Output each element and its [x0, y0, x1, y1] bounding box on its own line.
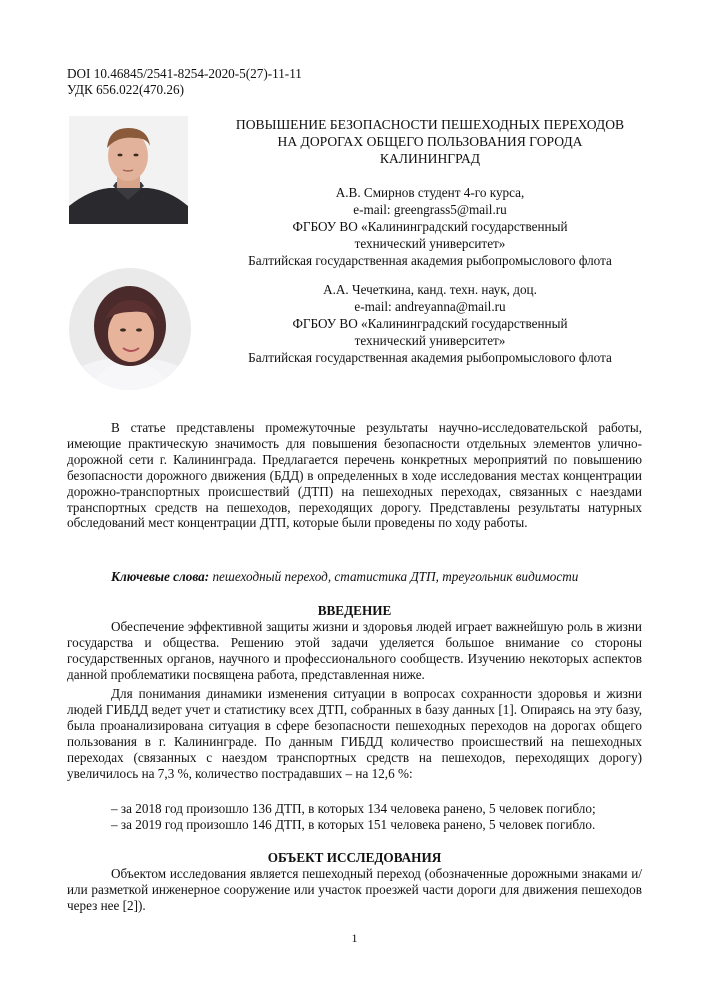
- author2-block: [212, 281, 648, 366]
- list-item-2019: – за 2019 год произошло 146 ДТП, в которых 151 человека ранено, 5 человек погибло.: [111, 817, 596, 832]
- page-number: 1: [351, 931, 358, 945]
- author1-email: e-mail: greengrass5@mail.ru: [353, 202, 507, 217]
- keywords: [67, 569, 642, 585]
- author1-block: [212, 184, 648, 269]
- keywords-label: Ключевые слова:: [111, 569, 210, 584]
- list-item-2018: – за 2018 год произошло 136 ДТП, в которых 134 человека ранено, 5 человек погибло;: [111, 801, 596, 816]
- author1-org-2: технический университет»: [354, 236, 506, 251]
- author2-email: e-mail: andreyanna@mail.ru: [354, 299, 506, 314]
- keywords-text: пешеходный переход, статистика ДТП, треугольник видимости: [212, 569, 579, 584]
- author2-name: А.А. Чечеткина, канд. техн. наук, доц.: [323, 282, 537, 297]
- udk: УДК 656.022(470.26): [67, 82, 184, 97]
- author2-org-2: технический университет»: [354, 333, 506, 348]
- author1-photo: [69, 116, 188, 224]
- author1-name: А.В. Смирнов студент 4-го курса,: [335, 185, 525, 200]
- object-paragraph-1: Объектом исследования является пешеходный переход (обозначенные дорожными знаками и/или разметкой инженерное сооружение или участок проезжей части дороги для движения пешеходов через нее [2]).: [67, 866, 642, 913]
- abstract: В статье представлены промежуточные результаты научно-исследовательской работы, имеющие практическую значимость для повышения безопасности отдельных элементов улично-дорожной сети г. Калининграда. Предлагается перечень конкретных мероприятий по повышению безопасности дорожного движения (БДД) в определенных в ходе исследования местах концентрации дорожно-транспортных происшествий (ДТП) на пешеходных переходах, связанных с наездами транспортных средств на пешеходов, переходящих дорогу. Представлены результаты натурных обследований мест концентрации ДТП, которые были проведены по ходу работы.: [67, 420, 642, 531]
- author1-org-1: ФГБОУ ВО «Калининградский государственный: [292, 219, 568, 234]
- intro-paragraph-2: Для понимания динамики изменения ситуации в вопросах сохранности здоровья и жизни людей ГИБДД ведет учет и статистику всех ДТП, собранных в базу данных [1]. Опираясь на эту базу, была проанализирована ситуация в сфере безопасности пешеходных переходов на дорогах общего пользования в г. Калининграде. По данным ГИБДД количество происшествий на пешеходных переходах (связанных с наездом транспортных средств на пешеходов, переходящих дорогу) увеличилось на 7,3 %, количество пострадавших – на 12,6 %:: [67, 686, 642, 781]
- intro-paragraph-1: Обеспечение эффективной защиты жизни и здоровья людей играет важнейшую роль в жизни государства и общества. Решению этой задачи уделяется большое внимание со стороны государственных органов, научного и профессионального сообществ. Изучению некоторых аспектов данной проблематики посвящена работа, представленная ниже.: [67, 619, 642, 682]
- title-line-2: НА ДОРОГАХ ОБЩЕГО ПОЛЬЗОВАНИЯ ГОРОДА: [277, 134, 583, 149]
- author1-org-3: Балтийская государственная академия рыбопромыслового флота: [248, 253, 612, 268]
- title-line-1: ПОВЫШЕНИЕ БЕЗОПАСНОСТИ ПЕШЕХОДНЫХ ПЕРЕХОДОВ: [235, 117, 625, 132]
- intro-heading: ВВЕДЕНИЕ: [317, 603, 392, 618]
- title-line-3: КАЛИНИНГРАД: [379, 151, 481, 166]
- paper-title: [215, 116, 645, 167]
- object-heading: ОБЪЕКТ ИССЛЕДОВАНИЯ: [267, 850, 442, 865]
- author2-photo: [69, 268, 191, 390]
- author2-org-1: ФГБОУ ВО «Калининградский государственный: [292, 316, 568, 331]
- doi: DOI 10.46845/2541-8254-2020-5(27)-11-11: [67, 66, 302, 81]
- author2-org-3: Балтийская государственная академия рыбопромыслового флота: [248, 350, 612, 365]
